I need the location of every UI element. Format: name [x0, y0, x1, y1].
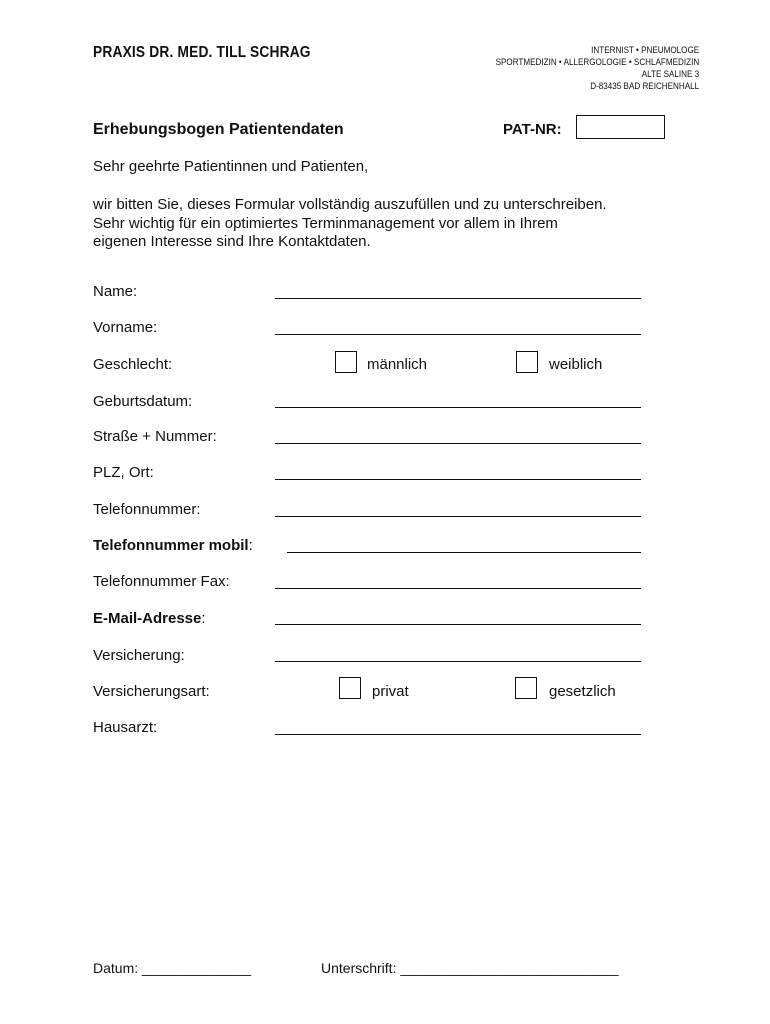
gesetzlich-checkbox[interactable]	[515, 677, 537, 699]
telefon-fax-field[interactable]	[275, 588, 641, 589]
intro-line-2: Sehr wichtig für ein optimiertes Terminmanagement vor allem in Ihrem	[93, 214, 558, 232]
strasse-label: Straße + Nummer:	[93, 428, 217, 445]
email-label: E-Mail-Adresse:	[93, 610, 206, 627]
telefon-mobil-field[interactable]	[287, 552, 641, 553]
geburtsdatum-label: Geburtsdatum:	[93, 393, 193, 410]
street: ALTE SALINE 3	[641, 69, 699, 79]
practice-address	[495, 44, 699, 92]
telefon-mobil-text: Telefonnummer mobil	[93, 537, 249, 554]
plz-ort-field[interactable]	[275, 479, 641, 480]
telefon-mobil-label: Telefonnummer mobil:	[93, 537, 253, 554]
specialties-line-2: SPORTMEDIZIN • ALLERGOLOGIE • SCHLAFMEDIZIN	[495, 57, 699, 67]
weiblich-checkbox[interactable]	[516, 351, 538, 373]
specialties-line-1: INTERNIST • PNEUMOLOGE	[590, 45, 699, 55]
versicherungsart-label: Versicherungsart:	[93, 683, 210, 700]
telefon-label: Telefonnummer:	[93, 501, 201, 518]
privat-checkbox[interactable]	[339, 677, 361, 699]
city: D-83435 BAD REICHENHALL	[590, 81, 699, 91]
intro-line-3: eigenen Interesse sind Ihre Kontaktdaten.	[93, 233, 371, 250]
geschlecht-label: Geschlecht:	[93, 356, 173, 373]
strasse-field[interactable]	[275, 443, 641, 444]
versicherung-label: Versicherung:	[93, 647, 185, 664]
telefon-field[interactable]	[275, 516, 641, 517]
privat-label: privat	[372, 683, 409, 700]
weiblich-label: weiblich	[549, 356, 603, 373]
telefon-fax-label: Telefonnummer Fax:	[93, 573, 230, 590]
practice-name: PRAXIS DR. MED. TILL SCHRAG	[93, 44, 311, 61]
intro-text	[93, 196, 693, 252]
form-title: Erhebungsbogen Patientendaten	[93, 121, 344, 138]
name-field[interactable]	[275, 298, 641, 299]
maennlich-checkbox[interactable]	[335, 351, 357, 373]
hausarzt-field[interactable]	[275, 734, 641, 735]
versicherung-field[interactable]	[275, 661, 641, 662]
datum-field[interactable]: Datum: ______________	[93, 960, 252, 976]
name-label: Name:	[93, 283, 138, 300]
pat-nr-label: PAT-NR:	[503, 121, 562, 138]
email-text: E-Mail-Adresse	[93, 610, 202, 627]
maennlich-label: männlich	[367, 356, 428, 373]
plz-ort-label: PLZ, Ort:	[93, 464, 154, 481]
unterschrift-field[interactable]: Unterschrift: ____________________________	[321, 960, 619, 976]
email-field[interactable]	[275, 624, 641, 625]
vorname-field[interactable]	[275, 334, 641, 335]
pat-nr-field[interactable]	[576, 115, 665, 139]
vorname-label: Vorname:	[93, 319, 158, 336]
geburtsdatum-field[interactable]	[275, 407, 641, 408]
greeting: Sehr geehrte Patientinnen und Patienten,	[93, 158, 369, 175]
intro-line-1: wir bitten Sie, dieses Formular vollständig auszufüllen und zu unterschreiben.	[93, 196, 607, 213]
gesetzlich-label: gesetzlich	[549, 683, 616, 700]
hausarzt-label: Hausarzt:	[93, 719, 158, 736]
